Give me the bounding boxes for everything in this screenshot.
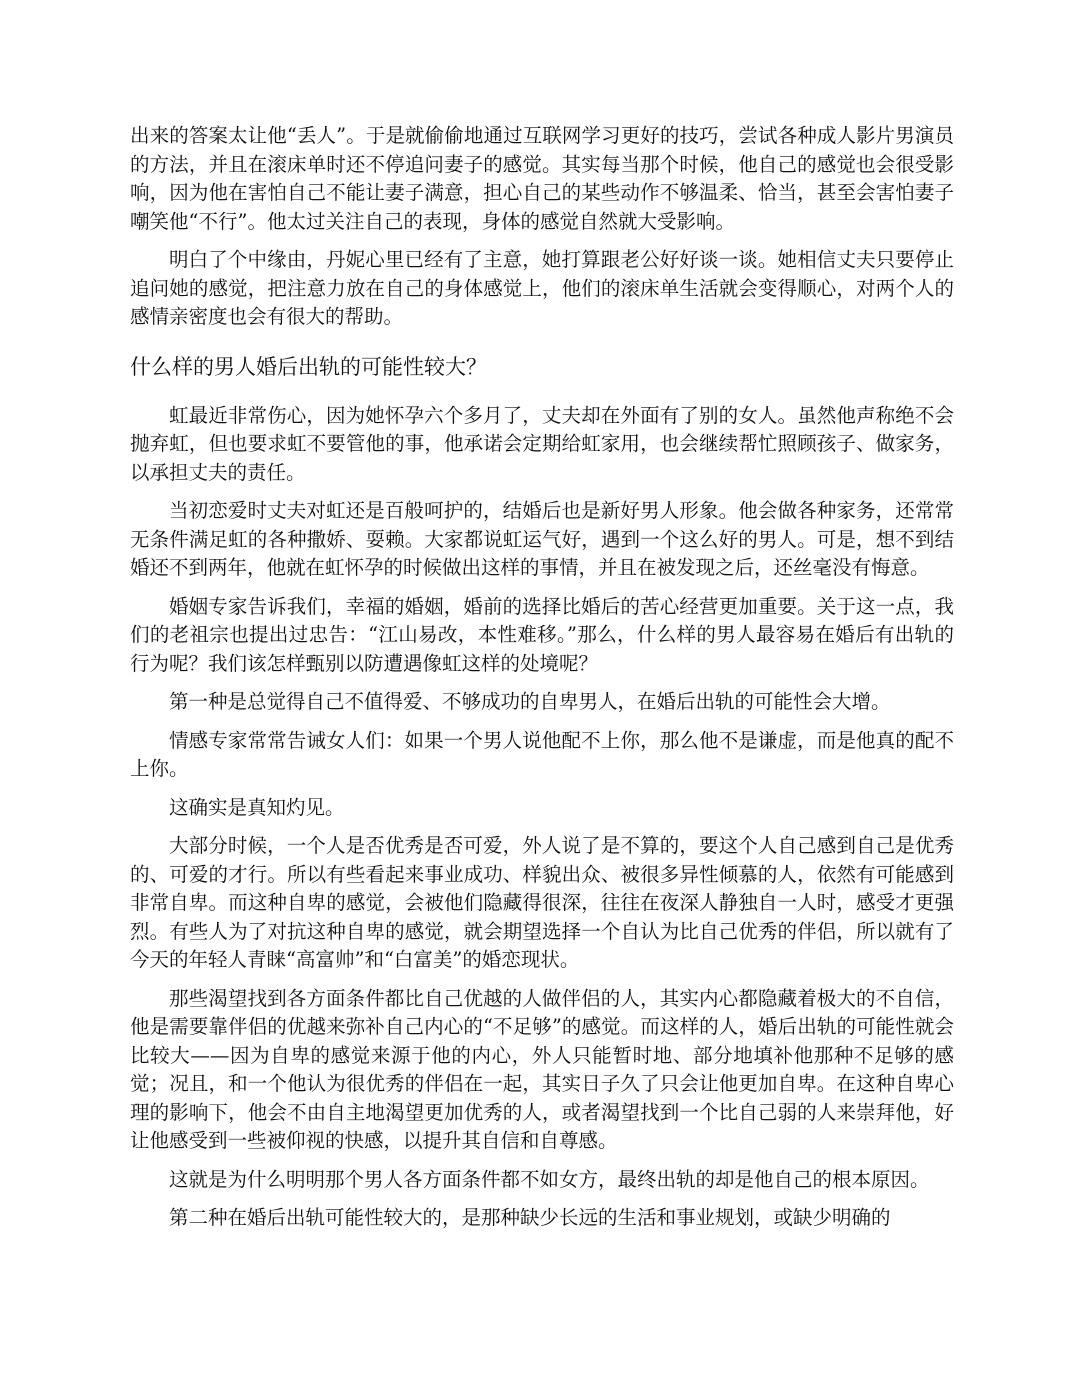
paragraph: 婚姻专家告诉我们，幸福的婚姻，婚前的选择比婚后的苦心经营更加重要。关于这一点，我们的老祖宗也提出过忠告：“江山易改，本性难移。”那么，什么样的男人最容易在婚后有出轨的行为呢？我们该怎样甄别以防遭遇像虹这样的处境呢？ <box>130 594 954 675</box>
paragraph: 当初恋爱时丈夫对虹还是百般呵护的，结婚后也是新好男人形象。他会做各种家务，还常常无条件满足虹的各种撒娇、耍赖。大家都说虹运气好，遇到一个这么好的男人。可是，想不到结婚还不到两年，他就在虹怀孕的时候做出这样的事情，并且在被发现之后，还丝毫没有悔意。 <box>130 499 954 579</box>
paragraph: 第一种是总觉得自己不值得爱、不够成功的自卑男人，在婚后出轨的可能性会大增。 <box>169 690 891 713</box>
document-page <box>130 122 954 1243</box>
paragraph: 那些渴望找到各方面条件都比自己优越的人做伴侣的人，其实内心都隐藏着极大的不自信，他是需要靠伴侣的优越来弥补自己内心的“不足够”的感觉。而这样的人，婚后出轨的可能性就会比较大——因为自卑的感觉来源于他的内心，外人只能暂时地、部分地填补他那种不足够的感觉；况且，和一个他认为很优秀的伴侣在一起，其实日子久了只会让他更加自卑。在这种自卑心理的影响下，他会不由自主地渴望更加优秀的人，或者渴望找到一个比自己弱的人来崇拜他，好让他感受到一些被仰视的快感，以提升其自信和自尊感。 <box>130 986 954 1152</box>
paragraph: 明白了个中缘由，丹妮心里已经有了主意，她打算跟老公好好谈一谈。她相信丈夫只要停止追问她的感觉，把注意力放在自己的身体感觉上，他们的滚床单生活就会变得顺心，对两个人的感情亲密度也会有很大的帮助。 <box>130 248 954 328</box>
paragraph: 这确实是真知灼见。 <box>169 795 345 819</box>
paragraph: 虹最近非常伤心，因为她怀孕六个多月了，丈夫却在外面有了别的女人。虽然他声称绝不会抛弃虹，但也要求虹不要管他的事，他承诺会定期给虹家用，也会继续帮忙照顾孩子、做家务，以承担丈夫的责任。 <box>130 403 954 484</box>
paragraph: 大部分时候，一个人是否优秀是否可爱，外人说了是不算的，要这个人自己感到自己是优秀的、可爱的才行。所以有些看起来事业成功、样貌出众、被很多异性倾慕的人，依然有可能感到非常自卑。而这种自卑的感觉，会被他们隐藏得很深，往往在夜深人静独自一人时，感受才更强烈。有些人为了对抗这种自卑的感觉，就会期望选择一个自认为比自己优秀的伴侣，所以就有了今天的年轻人青睐“高富帅”和“白富美”的婚恋现状。 <box>130 834 954 971</box>
paragraph: 这就是为什么明明那个男人各方面条件都不如女方，最终出轨的却是他自己的根本原因。 <box>169 1167 930 1191</box>
paragraph: 情感专家常常告诫女人们：如果一个男人说他配不上你，那么他不是谦虚，而是他真的配不上你。 <box>130 728 954 780</box>
paragraph: 出来的答案太让他“丢人”。于是就偷偷地通过互联网学习更好的技巧，尝试各种成人影片男演员的方法，并且在滚床单时还不停追问妻子的感觉。其实每当那个时候，他自己的感觉也会很受影响，因为他在害怕自己不能让妻子满意，担心自己的某些动作不够温柔、恰当，甚至会害怕妻子嘲笑他“不行”。他太过关注自己的表现，身体的感觉自然就大受影响。 <box>130 124 954 233</box>
paragraph: 第二种在婚后出轨可能性较大的，是那种缺少长远的生活和事业规划，或缺少明确的 <box>169 1206 891 1229</box>
section-heading: 什么样的男人婚后出轨的可能性较大？ <box>130 354 487 379</box>
